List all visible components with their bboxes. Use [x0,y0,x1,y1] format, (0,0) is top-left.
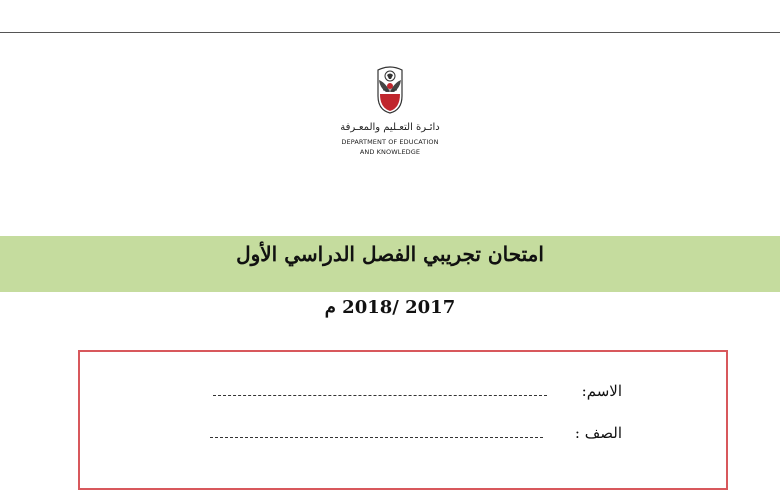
class-field-line[interactable] [210,437,543,438]
falcon-emblem-icon [370,64,410,114]
academic-year: 2017 /2018 م [324,297,456,318]
department-name-english [330,137,450,157]
top-divider [0,32,780,33]
department-logo [330,60,450,160]
class-label: الصف : [574,424,622,442]
department-name-english-line1: DEPARTMENT OF EDUCATION [341,138,439,146]
exam-title: امتحان تجريبي الفصل الدراسي الأول [236,242,544,266]
name-label: الاسم: [581,382,622,400]
department-name-english-line2: AND KNOWLEDGE [359,148,421,156]
student-info-box [78,350,728,490]
department-name-arabic: دائـرة التعـليم والمعـرفة [340,122,440,133]
name-field-line[interactable] [213,395,547,396]
